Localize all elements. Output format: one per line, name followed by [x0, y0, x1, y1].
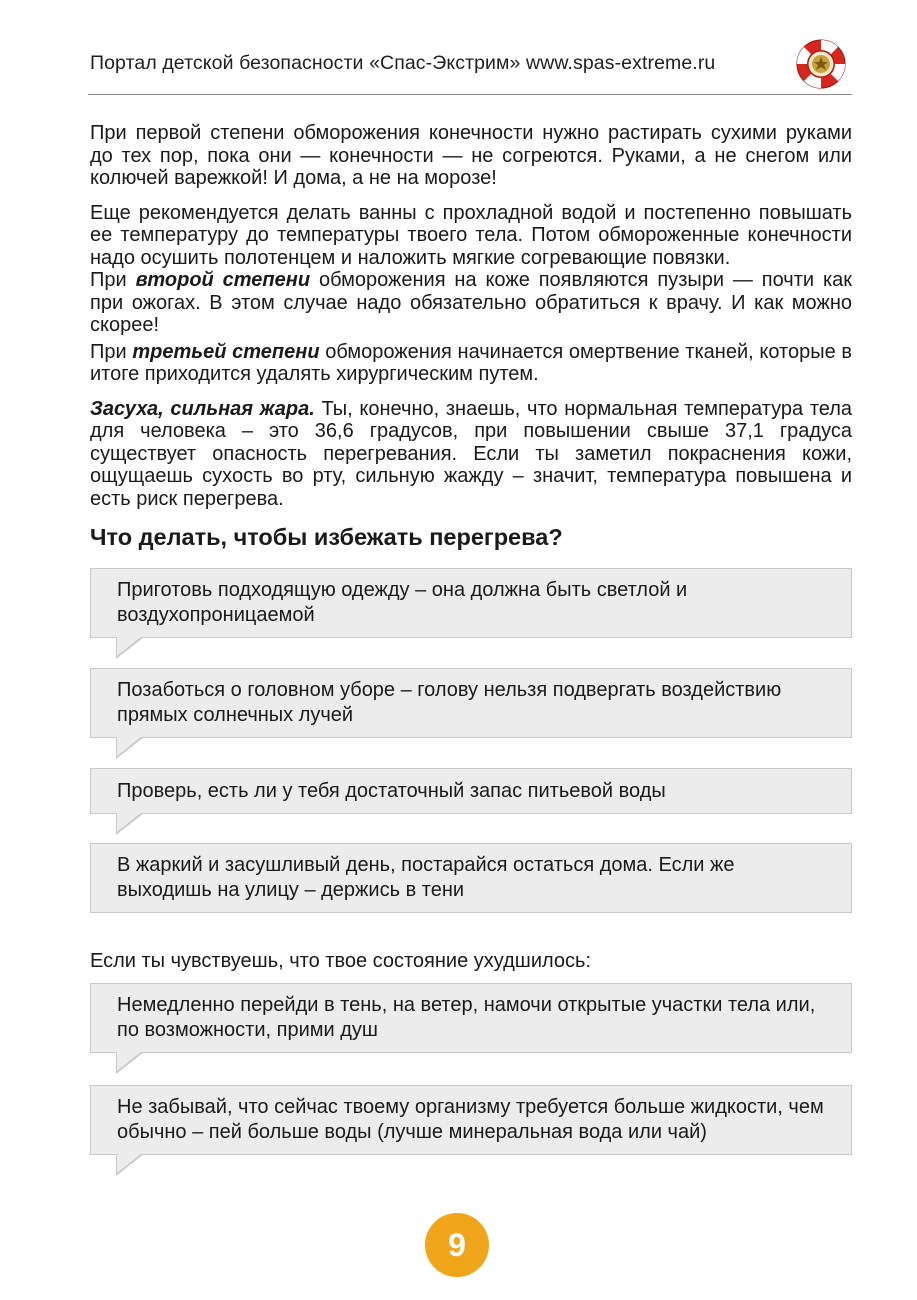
tip-bubble-clothing	[90, 568, 852, 638]
paragraph-second-degree-prefix: При	[90, 269, 136, 291]
tip-text: Проверь, есть ли у тебя достаточный запас питьевой воды	[117, 779, 666, 802]
header-divider	[88, 94, 852, 95]
tip-bubble-water	[90, 768, 852, 814]
paragraph-heat-rest: Ты, конечно, знаешь, что нормальная температура тела для человека – это 36,6 градусов, при повышении свыше 37,1 градуса существует опасность перегревания. Если ты заметил покраснения кожи, ощущаешь сухость во рту, сильную жажду – значит, температура повышена и есть риск перегрева.	[90, 397, 853, 510]
worse-intro: Если ты чувствуешь, что твое состояние ухудшилось:	[90, 950, 591, 972]
paragraph-third-degree	[90, 341, 852, 386]
tip-text: Не забывай, что сейчас твоему организму требуется больше жидкости, чем обычно – пей больше воды (лучше минеральная вода или чай)	[117, 1096, 824, 1143]
lifebuoy-emblem-icon	[795, 38, 847, 90]
paragraph-second-degree-rest: обморожения на коже появляются пузыри — почти как при ожогах. В этом случае надо обязательно обратиться к врачу. И как можно скорее!	[90, 269, 853, 336]
tip-bubble-headwear	[90, 668, 852, 738]
paragraph-third-degree-prefix: При	[90, 340, 133, 363]
paragraph-first-degree: При первой степени обморожения конечности нужно растирать сухими руками до тех пор, пока они — конечности — не согреются. Руками, а не снегом или колючей варежкой! И дома, а не на морозе!	[90, 122, 852, 189]
tip-text: Приготовь подходящую одежду – она должна быть светлой и воздухопроницаемой	[117, 579, 688, 626]
tip-bubble-stay-home	[90, 843, 852, 913]
paragraph-heat	[90, 398, 852, 511]
second-degree-emphasis: второй степени	[135, 269, 311, 291]
tip-text: Позаботься о головном уборе – голову нельзя подвергать воздействию прямых солнечных лучей	[117, 679, 782, 726]
paragraph-second-degree	[90, 269, 852, 337]
third-degree-emphasis: третьей степени	[132, 340, 320, 363]
tip-text: Немедленно перейди в тень, на ветер, намочи открытые участки тела или, по возможности, прими душ	[117, 994, 816, 1041]
paragraph-baths: Еще рекомендуется делать ванны с прохладной водой и постепенно повышать ее температуру до температуры твоего тела. Потом обмороженные конечности надо осушить полотенцем и наложить мягкие согревающие повязки.	[90, 201, 852, 269]
article-body	[90, 122, 852, 510]
header-title: Портал детской безопасности «Спас-Экстрим» www.spas-extreme.ru	[90, 52, 716, 74]
page-number-badge: 9	[425, 1213, 489, 1277]
tip-bubble-shade	[90, 983, 852, 1053]
paragraph-third-degree-rest: обморожения начинается омертвение тканей, которые в итоге приходится удалять хирургическим путем.	[90, 340, 852, 385]
section-title: Что делать, чтобы избежать перегрева?	[90, 524, 563, 550]
heat-emphasis: Засуха, сильная жара.	[90, 397, 315, 420]
tip-bubble-fluids	[90, 1085, 852, 1155]
tip-text: В жаркий и засушливый день, постарайся остаться дома. Если же выходишь на улицу – держись в тени	[117, 854, 735, 901]
